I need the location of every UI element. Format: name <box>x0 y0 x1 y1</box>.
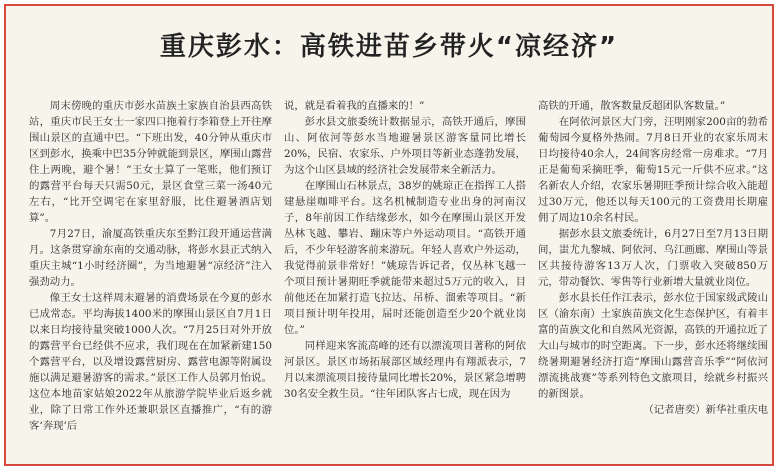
article-paragraph: 周末傍晚的重庆市彭水苗族土家族自治县西高铁站，重庆市民王女士一家四口拖着行李箱登上开往摩围山景区的直通中巴。“下班出发，40分钟从重庆市区到彭水，换乘中巴35分钟就能到景区，摩围山露营住上两晚，避个暑！”王女士算了一笔账，他们预订的露营平台每天只需50元，景区食堂三菜一汤40元左右，“比开空调宅在家里舒服，比住避暑酒店划算”。 <box>29 100 272 224</box>
article-paragraph: 据彭水县文旅委统计，6月27日至7月13日期间，蚩尤九黎城、阿依河、乌江画廊、摩围山等景区共接待游客13万人次，门票收入突破850万元，带动餐饮、零售等行业新增大量就业岗位。 <box>538 228 768 288</box>
article-paragraph: 说，就是看着我的直播来的！” <box>284 100 425 112</box>
article-frame <box>4 4 774 466</box>
article-paragraph: 像王女士这样周末避暑的消费场景在今夏的彭水已成常态。平均海拔1400米的摩围山景区自7月1日以来日均接待量突破1000人次。“7月25日对外开放的露营平台已经供不应求，我们现在在加紧新建150个露营平台，以及增设露营厨房、露营电源等附属设施以满足避暑游客的需求。”景区工作人员郭月怡说。这位本地苗家姑娘2022年从旅游学院毕业后返乡就业，除了日常工作外还兼职景区直播推广，“有的游客‘奔现’后 <box>29 292 272 432</box>
article-byline: （记者唐奕）新华社重庆电 <box>643 404 768 416</box>
article-paragraph: 在摩围山石林景点，38岁的姚琼正在指挥工人搭建悬崖咖啡平台。这名机械制造专业出身的河南汉子，8年前因工作结缘彭水，如今在摩围山景区开发丛林飞越、攀岩、蹦床等户外运动项目。“高铁开通后，不少年轻游客前来游玩。年轻人喜欢户外运动，我觉得前景非常好！”姚琼告诉记者，仅丛林飞越一个项目预计暑期旺季就能带来超过5万元的收入，目前他还在加紧打造飞拉达、吊桥、溜索等项目。“新项目预计明年投用，届时还能创造至少20个就业岗位。” <box>284 180 526 336</box>
article-paragraph: 7月27日，渝厦高铁重庆东至黔江段开通运营满月。这条贯穿渝东南的交通动脉，将彭水县正式纳入重庆主城“1小时经济圈”，为当地避暑“凉经济”注入强劲动力。 <box>29 228 272 288</box>
article-paragraph: 同样迎来客流高峰的还有以漂流项目著称的阿依河景区。景区市场拓展部区域经理冉有翔派表示，7月以来漂流项目接待量同比增长20%，景区紧急增聘30名安全救生员。“往年团队客占七成，现在因为 <box>284 340 526 400</box>
article-column-1 <box>29 98 272 456</box>
article-paragraph: 高铁的开通，散客数量反超团队客数量。” <box>538 100 726 112</box>
article-paragraph: 在阿依河景区大门旁，汪明刚家200亩的勃希葡萄园今夏格外热闹。7月8日开业的农家乐周末日均接待40余人，24间客房经常一房难求。“7月正是葡萄采摘旺季，葡萄15元一斤供不应求。”这名新农人介绍，农家乐暑期旺季预计综合收入能超过30万元，他还以每天100元的工资费用长期雇佣了周边10余名村民。 <box>538 116 768 224</box>
article-column-2 <box>284 98 526 456</box>
article-column-3 <box>538 98 768 456</box>
article-body <box>29 98 768 456</box>
article-paragraph: 彭水县长任作江表示，彭水位于国家级武陵山区（渝东南）土家族苗族文化生态保护区，有着丰富的苗族文化和自然风光资源，高铁的开通拉近了大山与城市的时空距离。下一步，彭水还将继续围绕暑期避暑经济打造“摩围山露营音乐季”“阿依河漂流挑战赛”等系列特色文旅项目，绘就乡村振兴的新图景。 <box>538 292 768 400</box>
article-paragraph: 彭水县文旅委统计数据显示，高铁开通后，摩围山、阿依河等彭水当地避暑景区游客量同比增长20%，民宿、农家乐、户外项目等新业态蓬勃发展，为这个山区县域的经济社会发展带来全新活力。 <box>284 116 526 176</box>
article-headline: 重庆彭水：高铁进苗乡带火“凉经济” <box>159 32 619 62</box>
